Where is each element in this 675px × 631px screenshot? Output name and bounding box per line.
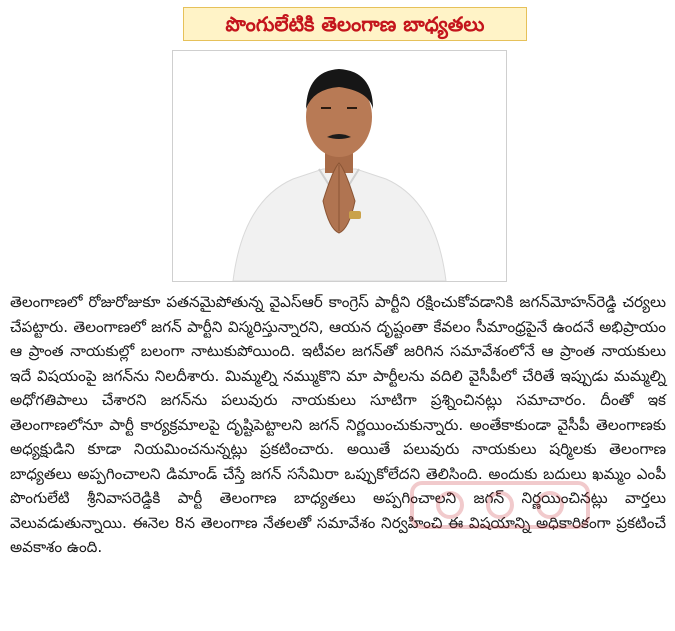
person-photo-illustration (173, 51, 506, 281)
headline: పొంగులేటికి తెలంగాణ బాధ్యతలు (183, 7, 527, 41)
article-text: తెలంగాణలో రోజురోజుకూ పతనమైపోతున్న వైఎస్ఆర్ కాంగ్రెస్ పార్టీని రక్షించుకోవడానికి జగన్‌మోహన్‌రెడ్డి చర్యలు చేపట్టారు. తెలంగాణలో జగన్ పార్టీని విస్మరిస్తున్నారని, ఆయన దృష్టంతా కేవలం సీమాంధ్రపైనే ఉందనే అభిప్రాయం ఆ ప్రాంత నాయకుల్లో బలంగా నాటుకుపోయింది. ఇటీవల జగన్‌తో జరిగిన సమావేశంలోనే ఆ ప్రాంత నాయకులు ఇదే విషయంపై జగన్‌ను నిలదీశారు. మిమ్మల్ని నమ్ముకొని మా పార్టీలను వదిలి వైసీపీలో చేరితే ఇప్పుడు మమ్మల్ని అధోగతిపాలు చేశారని జగన్‌ను పలువురు నాయకులు సూటిగా ప్రశ్నించినట్లు సమాచారం. దీంతో ఇక తెలంగాణలోనూ పార్టీ కార్యక్రమాలపై దృష్టిపెట్టాలని జగన్ నిర్ణయించుకున్నారు. అంతేకాకుండా వైసీపీ తెలంగాణకు అధ్యక్షుడిని కూడా నియమించనున్నట్లు ప్రకటించారు. అయితే పలువురు నాయకులు షర్మిలకు తెలంగాణ బాధ్యతలు అప్పగించాలని డిమాండ్ చేస్తే జగన్ ససేమిరా ఒప్పుకోలేదని తెలిసింది. అందుకు బదులు ఖమ్మం ఎంపీ పొంగులేటి శ్రీనివాసరెడ్డికి పార్టీ తెలంగాణ బాధ్యతలు అప్పగించాలని జగన్ నిర్ణయించినట్లు వార్తలు వెలువడుతున్నాయి. ఈనెల 8న తెలంగాణ నేతలతో సమావేశం నిర్వహించి ఈ విషయాన్ని అధికారికంగా ప్రకటించే అవకాశం ఉంది. (10, 293, 666, 556)
article-photo (172, 50, 507, 282)
article-body (10, 290, 666, 560)
